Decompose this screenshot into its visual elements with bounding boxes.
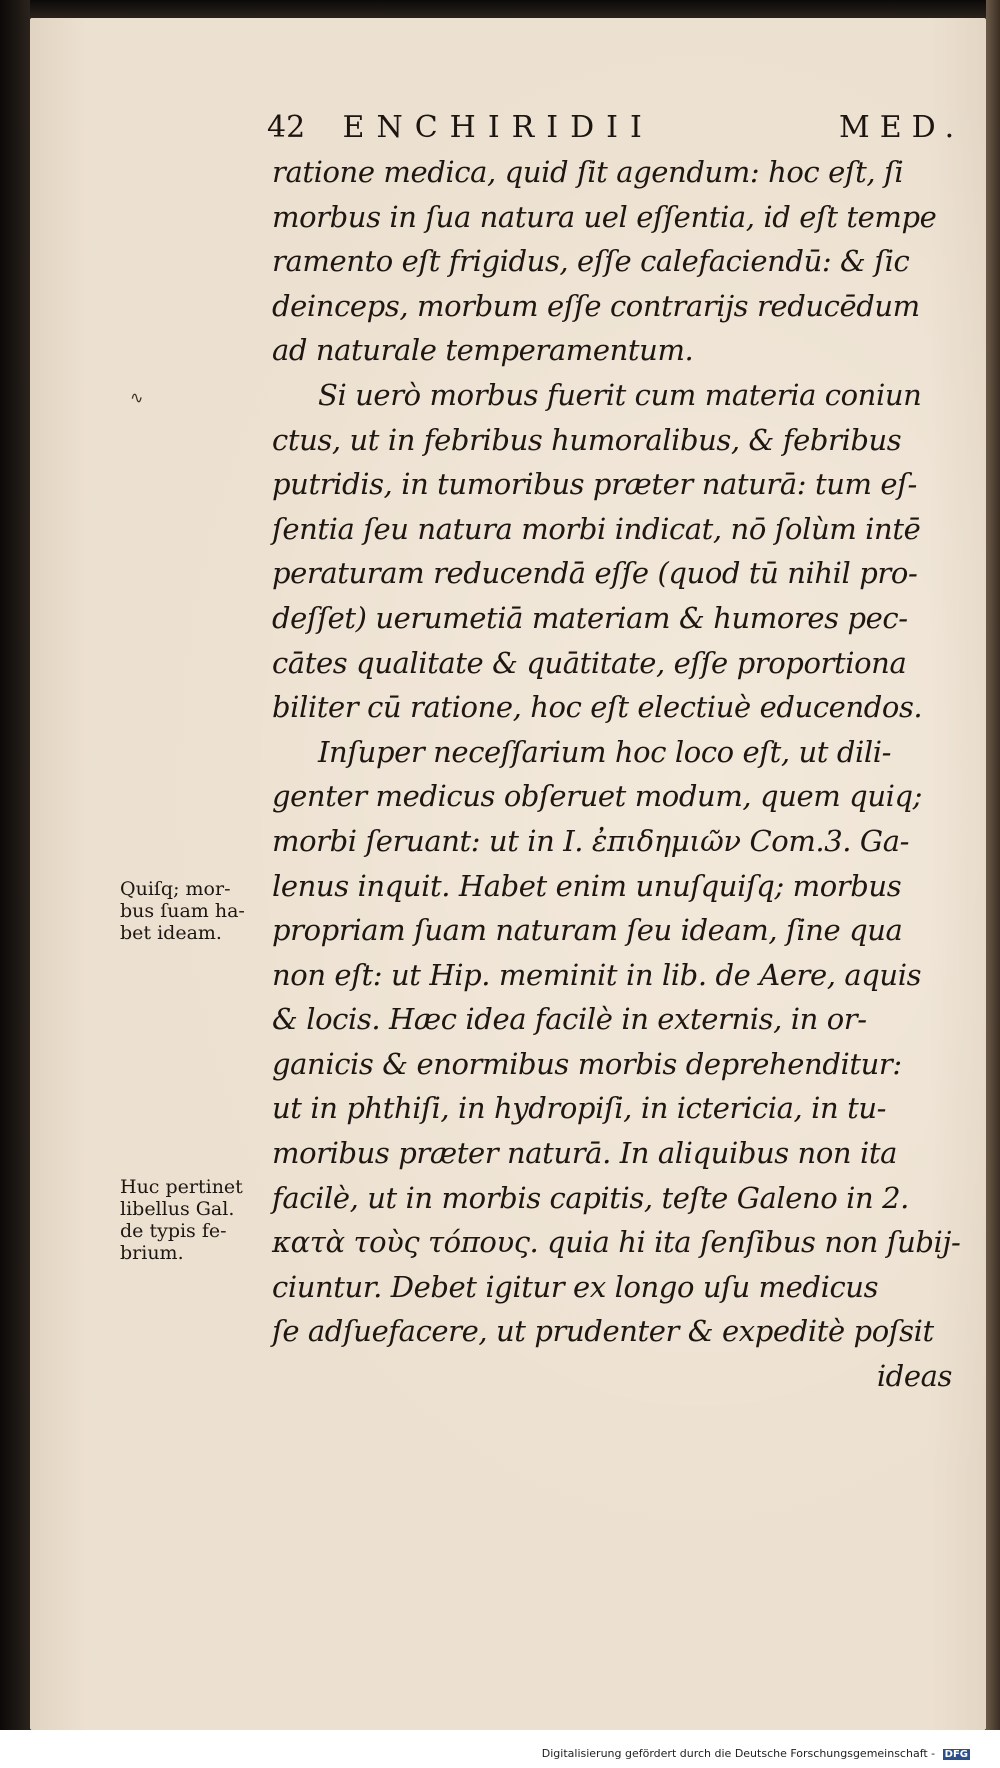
text-line: ctus, ut in febribus humoralibus, & febribus — [272, 422, 902, 457]
text-line: ſentia ſeu natura morbi indicat, nō ſolùm intē — [272, 511, 921, 546]
text-line: morbi ſeruant: ut in I. ἐπιδημιῶν Com.3. Ga- — [272, 823, 909, 858]
text-line: & locis. Hæc idea facilè in externis, in or- — [272, 1002, 867, 1037]
text-line: deinceps, morbum eſſe contrarijs reducēdum — [272, 288, 920, 323]
marginal-line: Huc pertinet — [120, 1176, 243, 1198]
text-line: propriam ſuam naturam ſeu ideam, ſine qua — [272, 913, 903, 948]
text-line: ratione medica, quid ſit agendum: hoc eſt, ſi — [272, 155, 904, 189]
text-line: ramento eſt frigidus, eſſe calefaciendū: & ſic — [272, 244, 910, 279]
marginal-line: bet ideam. — [120, 922, 222, 944]
text-line: biliter cū ratione, hoc eſt electiuè educendos. — [272, 690, 923, 725]
text-line: putridis, in tumoribus præter naturā: tum eſ- — [272, 467, 917, 502]
text-line: cātes qualitate & quātitate, eſſe proportiona — [272, 645, 907, 680]
scan-frame-left — [0, 0, 30, 1768]
text-line: deſſet) uerumetiā materiam & humores pec- — [272, 600, 908, 635]
text-line: ganicis & enormibus morbis deprehenditur: — [272, 1046, 902, 1081]
text-line: non eſt: ut Hip. meminit in lib. de Aere, aquis — [272, 957, 922, 992]
marginal-note-ideam — [120, 878, 245, 944]
funding-text: Digitalisierung gefördert durch die Deutsche Forschungsgemeinschaft - — [541, 1747, 936, 1760]
text-line: peraturam reducendā eſſe (quod tū nihil pro- — [272, 556, 918, 591]
text-line: moribus præter naturā. In aliquibus non ita — [272, 1136, 898, 1171]
marginal-note-galen — [120, 1176, 243, 1264]
marginal-line: bus ſuam ha- — [120, 900, 245, 922]
text-line: κατὰ τοὺς τόπους. quia hi ita ſenſibus non ſubij- — [272, 1225, 961, 1260]
marginal-line: brium. — [120, 1242, 184, 1264]
body-text — [272, 150, 961, 1399]
scan-frame-right — [986, 0, 1000, 1768]
text-line: Inſuper neceſſarium hoc loco eſt, ut dili- — [318, 734, 892, 769]
marginal-line: Quiſq; mor- — [120, 878, 231, 900]
text-line: facilè, ut in morbis capitis, teſte Galeno in 2. — [272, 1180, 909, 1215]
header-title: ENCHIRIDII — [342, 110, 654, 145]
dfg-logo: DFG — [944, 1748, 968, 1760]
page-number: 42 — [267, 110, 306, 145]
text-line: lenus inquit. Habet enim unuſquiſq; morbus — [272, 868, 902, 903]
funding-notice — [542, 1747, 970, 1760]
text-line: ad naturale temperamentum. — [272, 333, 694, 368]
marginal-line: de typis fe- — [120, 1220, 227, 1242]
text-line: ut in phthiſi, in hydropiſi, in ictericia, in tu- — [272, 1091, 886, 1126]
catchword: ideas — [876, 1359, 952, 1394]
header-abbreviation: MED. — [839, 110, 965, 145]
text-line: ſe adſuefacere, ut prudenter & expeditè poſsit — [272, 1314, 934, 1349]
margin-ornament-icon: ∿ — [130, 388, 144, 407]
text-line: Si uerò morbus fuerit cum materia coniun — [318, 377, 922, 412]
text-line: genter medicus obſeruet modum, quem quiq; — [272, 779, 923, 814]
text-line: morbus in ſua natura uel eſſentia, id eſt tempe — [272, 199, 937, 234]
running-header — [267, 110, 965, 152]
marginal-line: libellus Gal. — [120, 1198, 235, 1220]
scan-frame-top — [0, 0, 1000, 18]
text-line: ciuntur. Debet igitur ex longo uſu medicus — [272, 1269, 879, 1304]
